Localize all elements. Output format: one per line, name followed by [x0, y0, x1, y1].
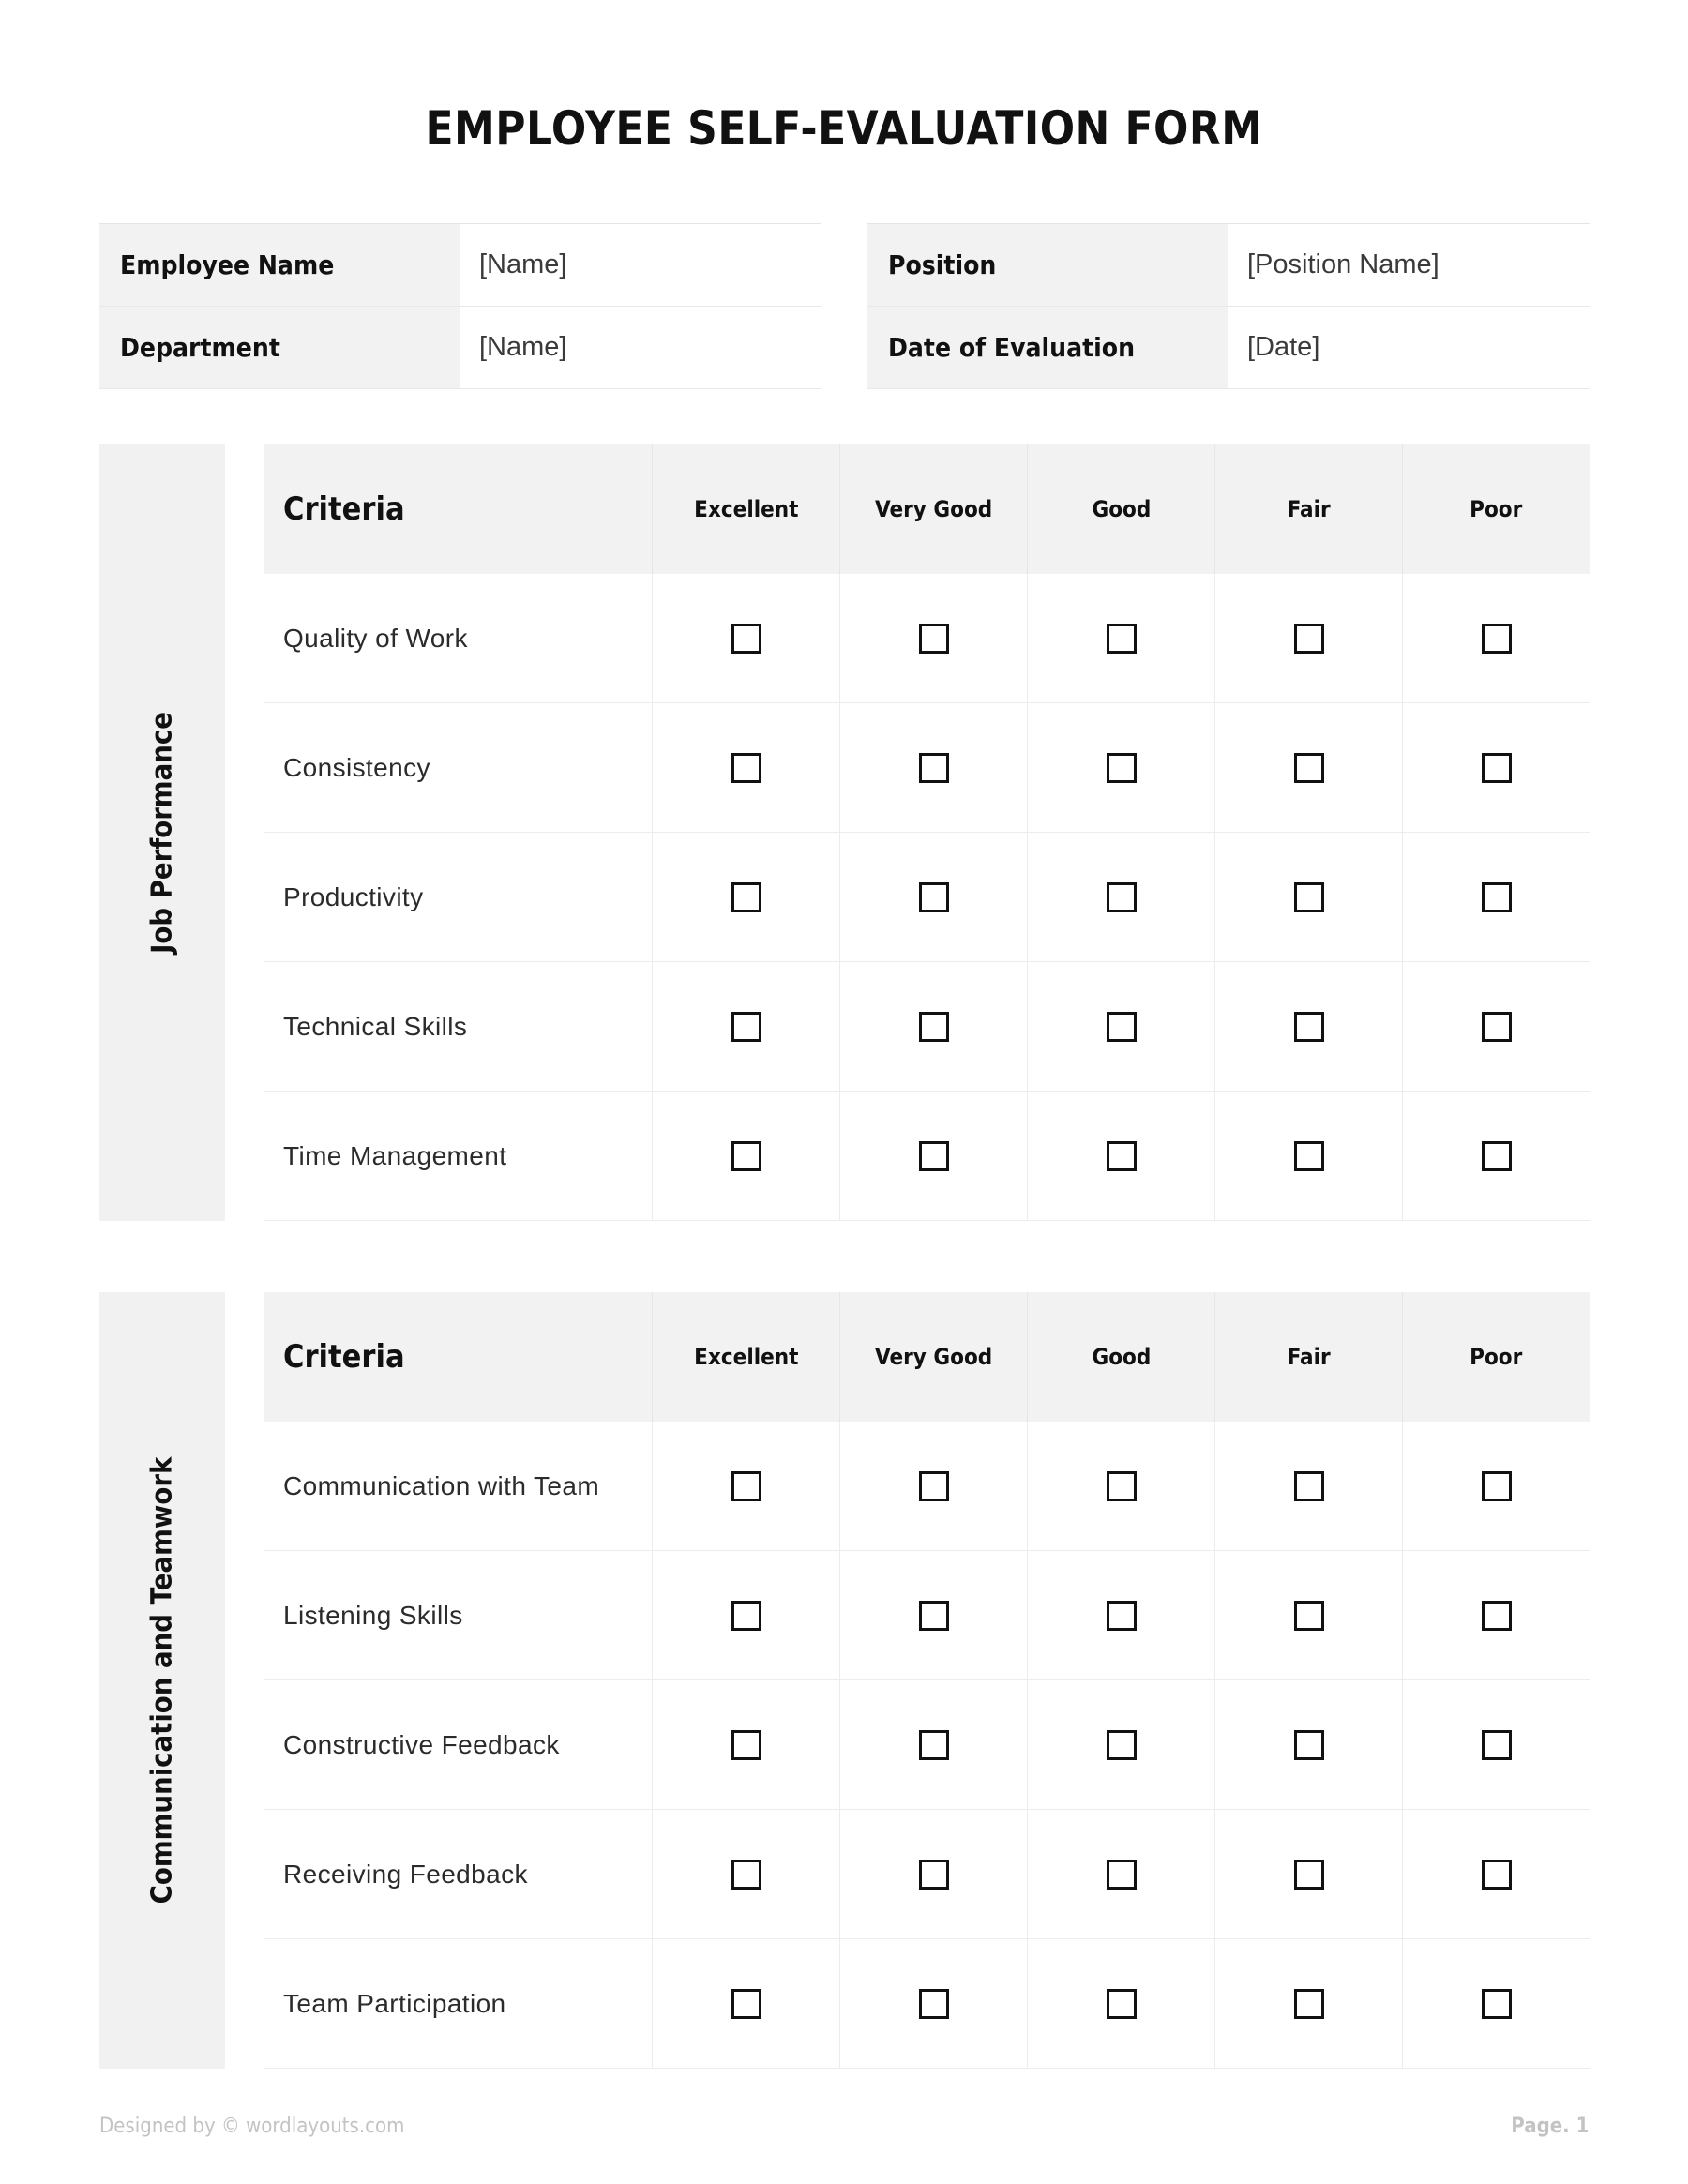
criteria-label-cell	[264, 574, 652, 702]
footer-page-number: Page. 1	[1510, 2115, 1589, 2138]
criteria-label-text: Listening Skills	[283, 1600, 463, 1630]
column-header-rating	[652, 1292, 839, 1422]
rating-checkbox[interactable]	[731, 1860, 761, 1890]
rating-checkbox[interactable]	[1107, 1471, 1137, 1501]
column-header-criteria	[264, 1292, 652, 1422]
info-field-label	[99, 307, 460, 388]
rating-checkbox[interactable]	[731, 1730, 761, 1760]
rating-checkbox[interactable]	[1107, 624, 1137, 654]
rating-cell[interactable]	[839, 1092, 1027, 1220]
rating-cell[interactable]	[652, 1551, 839, 1679]
column-header-rating-text: Very Good	[874, 1344, 993, 1370]
rating-cell[interactable]	[1214, 703, 1402, 832]
rating-checkbox[interactable]	[919, 1860, 949, 1890]
table-row	[264, 833, 1590, 962]
column-header-rating-text: Poor	[1469, 496, 1523, 522]
info-field-label	[867, 307, 1228, 388]
criteria-label-text: Time Management	[283, 1140, 507, 1170]
criteria-label-cell	[264, 1680, 652, 1809]
rating-checkbox[interactable]	[1294, 1012, 1324, 1042]
rating-checkbox[interactable]	[1294, 1601, 1324, 1631]
column-header-rating-text: Excellent	[693, 1344, 799, 1370]
section-title-text: Communication and Teamwork	[145, 1456, 179, 1905]
criteria-label-cell	[264, 1810, 652, 1938]
rating-cell[interactable]	[839, 833, 1027, 961]
section-title-text: Job Performance	[145, 712, 179, 954]
rating-checkbox[interactable]	[1107, 1601, 1137, 1631]
info-row	[867, 224, 1590, 307]
info-field-value[interactable]: [Position Name]	[1228, 224, 1590, 306]
rating-cell[interactable]	[1214, 1551, 1402, 1679]
rating-checkbox[interactable]	[1482, 1989, 1512, 2019]
rating-checkbox[interactable]	[1107, 1141, 1137, 1171]
rating-checkbox[interactable]	[731, 1012, 761, 1042]
table-row	[264, 1810, 1590, 1939]
rating-cell[interactable]	[1027, 1422, 1214, 1550]
rating-cell[interactable]	[839, 1680, 1027, 1809]
criteria-label-text: Team Participation	[283, 1988, 506, 2018]
rating-cell[interactable]	[1402, 574, 1590, 702]
rating-checkbox[interactable]	[919, 1989, 949, 2019]
info-field-label	[99, 224, 460, 306]
rating-cell[interactable]	[839, 574, 1027, 702]
criteria-label-text: Consistency	[283, 752, 430, 782]
rating-checkbox[interactable]	[1294, 1730, 1324, 1760]
rating-cell[interactable]	[1027, 703, 1214, 832]
rating-checkbox[interactable]	[731, 753, 761, 783]
rating-table	[264, 444, 1590, 1221]
table-row	[264, 703, 1590, 833]
rating-checkbox[interactable]	[1482, 1601, 1512, 1631]
rating-checkbox[interactable]	[919, 1141, 949, 1171]
info-field-label-text: Employee Name	[120, 249, 335, 280]
rating-checkbox[interactable]	[1107, 1860, 1137, 1890]
rating-cell[interactable]	[1214, 1092, 1402, 1220]
rating-cell[interactable]	[1027, 1810, 1214, 1938]
table-header-row	[264, 1292, 1590, 1422]
evaluation-section-communication-teamwork	[99, 1292, 1590, 2069]
rating-cell[interactable]	[1402, 1551, 1590, 1679]
footer-credit: Designed by © wordlayouts.com	[99, 2115, 405, 2138]
criteria-label-text: Communication with Team	[283, 1470, 600, 1500]
criteria-label-cell	[264, 1422, 652, 1550]
rating-checkbox[interactable]	[731, 1141, 761, 1171]
rating-checkbox[interactable]	[1294, 1471, 1324, 1501]
rating-checkbox[interactable]	[1482, 1141, 1512, 1171]
table-row	[264, 574, 1590, 703]
rating-cell[interactable]	[1402, 1680, 1590, 1809]
rating-checkbox[interactable]	[1107, 1012, 1137, 1042]
column-header-criteria-text: Criteria	[283, 1338, 405, 1376]
rating-cell[interactable]	[1027, 1680, 1214, 1809]
criteria-label-text: Quality of Work	[283, 623, 468, 653]
section-title-label	[146, 701, 179, 964]
rating-cell[interactable]	[1402, 1422, 1590, 1550]
rating-checkbox[interactable]	[1482, 1471, 1512, 1501]
rating-checkbox[interactable]	[1294, 1141, 1324, 1171]
column-header-rating	[1214, 444, 1402, 574]
column-header-rating-text: Good	[1092, 496, 1151, 522]
column-header-criteria	[264, 444, 652, 574]
info-field-value[interactable]: [Name]	[460, 307, 821, 388]
page-title: EMPLOYEE SELF-EVALUATION FORM	[425, 101, 1263, 156]
column-header-rating	[1214, 1292, 1402, 1422]
rating-cell[interactable]	[1214, 1422, 1402, 1550]
rating-cell[interactable]	[1402, 833, 1590, 961]
rating-checkbox[interactable]	[1482, 1012, 1512, 1042]
column-header-rating	[652, 444, 839, 574]
table-row	[264, 1551, 1590, 1680]
column-header-rating	[839, 1292, 1027, 1422]
info-field-label-text: Date of Evaluation	[888, 332, 1136, 363]
rating-cell[interactable]	[1027, 833, 1214, 961]
rating-checkbox[interactable]	[919, 753, 949, 783]
rating-checkbox[interactable]	[1294, 753, 1324, 783]
rating-cell[interactable]	[652, 703, 839, 832]
rating-table	[264, 1292, 1590, 2069]
rating-cell[interactable]	[652, 1939, 839, 2068]
column-header-rating	[1402, 1292, 1590, 1422]
rating-cell[interactable]	[839, 962, 1027, 1091]
info-row	[99, 224, 821, 307]
page-footer	[99, 2115, 1589, 2138]
info-row	[867, 307, 1590, 389]
section-title-sidebar	[99, 1292, 225, 2069]
rating-checkbox[interactable]	[1482, 624, 1512, 654]
table-row	[264, 1939, 1590, 2069]
rating-cell[interactable]	[652, 1680, 839, 1809]
rating-cell[interactable]	[839, 1810, 1027, 1938]
criteria-label-cell	[264, 703, 652, 832]
rating-checkbox[interactable]	[731, 1601, 761, 1631]
rating-cell[interactable]	[839, 1422, 1027, 1550]
rating-checkbox[interactable]	[1294, 1989, 1324, 2019]
criteria-label-text: Technical Skills	[283, 1011, 468, 1041]
rating-cell[interactable]	[652, 1092, 839, 1220]
rating-cell[interactable]	[839, 1551, 1027, 1679]
rating-checkbox[interactable]	[919, 1471, 949, 1501]
column-header-rating-text: Excellent	[693, 496, 799, 522]
rating-cell[interactable]	[1402, 1092, 1590, 1220]
column-header-criteria-text: Criteria	[283, 490, 405, 528]
info-field-label	[867, 224, 1228, 306]
rating-checkbox[interactable]	[731, 1471, 761, 1501]
table-row	[264, 962, 1590, 1092]
rating-cell[interactable]	[1027, 1939, 1214, 2068]
rating-checkbox[interactable]	[1107, 882, 1137, 912]
column-header-rating-text: Poor	[1469, 1344, 1523, 1370]
column-header-rating	[1027, 1292, 1214, 1422]
rating-checkbox[interactable]	[1107, 753, 1137, 783]
info-field-label-text: Position	[888, 249, 997, 280]
info-row	[99, 307, 821, 389]
rating-checkbox[interactable]	[731, 624, 761, 654]
rating-cell[interactable]	[1027, 1551, 1214, 1679]
rating-cell[interactable]	[1214, 1680, 1402, 1809]
column-header-rating	[1402, 444, 1590, 574]
rating-cell[interactable]	[1214, 1810, 1402, 1938]
rating-checkbox[interactable]	[1482, 1860, 1512, 1890]
rating-cell[interactable]	[652, 962, 839, 1091]
rating-cell[interactable]	[652, 574, 839, 702]
table-row	[264, 1092, 1590, 1221]
rating-cell[interactable]	[1214, 833, 1402, 961]
rating-checkbox[interactable]	[919, 1012, 949, 1042]
rating-cell[interactable]	[839, 703, 1027, 832]
rating-cell[interactable]	[652, 1810, 839, 1938]
info-field-value[interactable]: [Name]	[460, 224, 821, 306]
employee-info-block-left	[99, 223, 821, 389]
rating-checkbox[interactable]	[919, 882, 949, 912]
rating-cell[interactable]	[652, 1422, 839, 1550]
rating-cell[interactable]	[1214, 962, 1402, 1091]
table-row	[264, 1422, 1590, 1551]
rating-checkbox[interactable]	[1482, 882, 1512, 912]
rating-checkbox[interactable]	[1107, 1989, 1137, 2019]
rating-checkbox[interactable]	[1294, 624, 1324, 654]
criteria-label-cell	[264, 833, 652, 961]
column-header-rating-text: Good	[1092, 1344, 1151, 1370]
rating-cell[interactable]	[1402, 703, 1590, 832]
rating-checkbox[interactable]	[919, 1730, 949, 1760]
rating-cell[interactable]	[1214, 574, 1402, 702]
rating-cell[interactable]	[1027, 1092, 1214, 1220]
rating-checkbox[interactable]	[1294, 882, 1324, 912]
section-title-label	[146, 1438, 179, 1923]
rating-cell[interactable]	[1214, 1939, 1402, 2068]
column-header-rating-text: Very Good	[874, 496, 993, 522]
rating-cell[interactable]	[839, 1939, 1027, 2068]
section-title-sidebar	[99, 444, 225, 1221]
rating-checkbox[interactable]	[1482, 1730, 1512, 1760]
table-row	[264, 1680, 1590, 1810]
rating-checkbox[interactable]	[1294, 1860, 1324, 1890]
column-header-rating	[1027, 444, 1214, 574]
rating-checkbox[interactable]	[919, 1601, 949, 1631]
table-header-row	[264, 444, 1590, 574]
criteria-label-cell	[264, 1092, 652, 1220]
rating-checkbox[interactable]	[919, 624, 949, 654]
rating-checkbox[interactable]	[1107, 1730, 1137, 1760]
rating-cell[interactable]	[1402, 1939, 1590, 2068]
criteria-label-cell	[264, 962, 652, 1091]
criteria-label-cell	[264, 1551, 652, 1679]
criteria-label-text: Receiving Feedback	[283, 1859, 528, 1889]
rating-checkbox[interactable]	[731, 882, 761, 912]
rating-cell[interactable]	[1402, 962, 1590, 1091]
criteria-label-text: Productivity	[283, 881, 424, 911]
rating-cell[interactable]	[652, 833, 839, 961]
column-header-rating-text: Fair	[1287, 496, 1331, 522]
column-header-rating-text: Fair	[1287, 1344, 1331, 1370]
info-field-value[interactable]: [Date]	[1228, 307, 1590, 388]
employee-info-block-right	[867, 223, 1590, 389]
rating-cell[interactable]	[1027, 962, 1214, 1091]
criteria-label-cell	[264, 1939, 652, 2068]
rating-cell[interactable]	[1402, 1810, 1590, 1938]
rating-cell[interactable]	[1027, 574, 1214, 702]
info-field-label-text: Department	[120, 332, 280, 363]
rating-checkbox[interactable]	[731, 1989, 761, 2019]
evaluation-section-job-performance	[99, 444, 1590, 1221]
rating-checkbox[interactable]	[1482, 753, 1512, 783]
criteria-label-text: Constructive Feedback	[283, 1729, 560, 1759]
column-header-rating	[839, 444, 1027, 574]
